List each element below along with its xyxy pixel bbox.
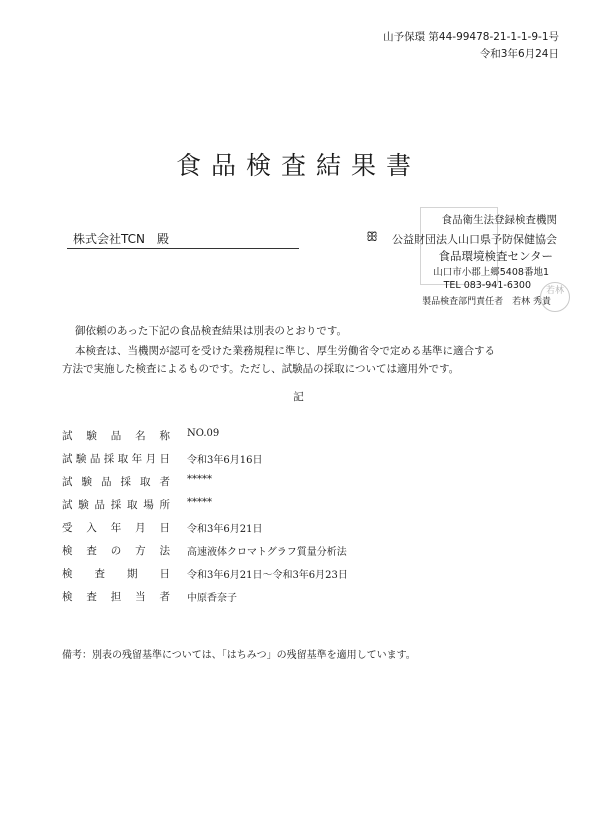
document-ref-number: 山予保環 第44-99478-21-1-1-9-1号 — [383, 31, 559, 43]
field-value: NO.09 — [187, 428, 220, 439]
issuer-registration: 食品衛生法登録検査機関 — [441, 214, 557, 226]
issuer-tel: TEL 083-941-6300 — [443, 280, 531, 291]
association-logo-icon: ꕥ — [366, 230, 379, 245]
field-label: 検査担当者 — [62, 591, 170, 603]
issuer-center: 食品環境検査センター — [438, 249, 553, 263]
issuer-responsible: 製品検査部門責任者 若林 秀貴 — [422, 297, 551, 307]
document-date: 令和3年6月24日 — [479, 48, 559, 60]
field-label: 試験品採取場所 — [62, 499, 170, 511]
field-value: 令和3年6月21日 — [187, 524, 263, 535]
body-line-1: 御依頼のあった下記の食品検査結果は別表のとおりです。 — [75, 325, 348, 337]
field-label: 受入年月日 — [62, 522, 170, 534]
document-title: 食品検査結果書 — [175, 151, 421, 180]
field-value: ***** — [187, 474, 212, 485]
field-label: 試験品名称 — [62, 430, 170, 442]
ki-heading: 記 — [293, 391, 304, 403]
field-value: 中原香奈子 — [187, 593, 237, 604]
field-label: 検査期日 — [62, 568, 170, 580]
body-line-2: 本検査は、当機関が認可を受けた業務規程に準じ、厚生労働省令で定める基準に適合する — [75, 345, 495, 357]
field-label: 検査の方法 — [62, 545, 170, 557]
issuer-address: 山口市小郡上郷5408番地1 — [433, 267, 549, 278]
issuer-name: 公益財団法人山口県予防保健協会 — [392, 233, 557, 246]
field-value: 令和3年6月21日～令和3年6月23日 — [187, 570, 348, 581]
recipient: 株式会社TCN 殿 — [73, 232, 169, 246]
field-value: 令和3年6月16日 — [187, 455, 263, 466]
recipient-underline — [67, 248, 299, 249]
field-label: 試験品採取者 — [62, 476, 170, 488]
remarks-note: 備考：別表の残留基準については、「はちみつ」の残留基準を適用しています。 — [62, 650, 416, 661]
body-line-3: 方法で実施した検査によるものです。ただし、試験品の採取については適用外です。 — [62, 363, 460, 375]
personal-seal: 若林 — [540, 282, 570, 312]
field-value: ***** — [187, 497, 212, 508]
field-value: 高速液体クロマトグラフ質量分析法 — [187, 547, 347, 558]
field-label: 試験品採取年月日 — [62, 453, 170, 465]
